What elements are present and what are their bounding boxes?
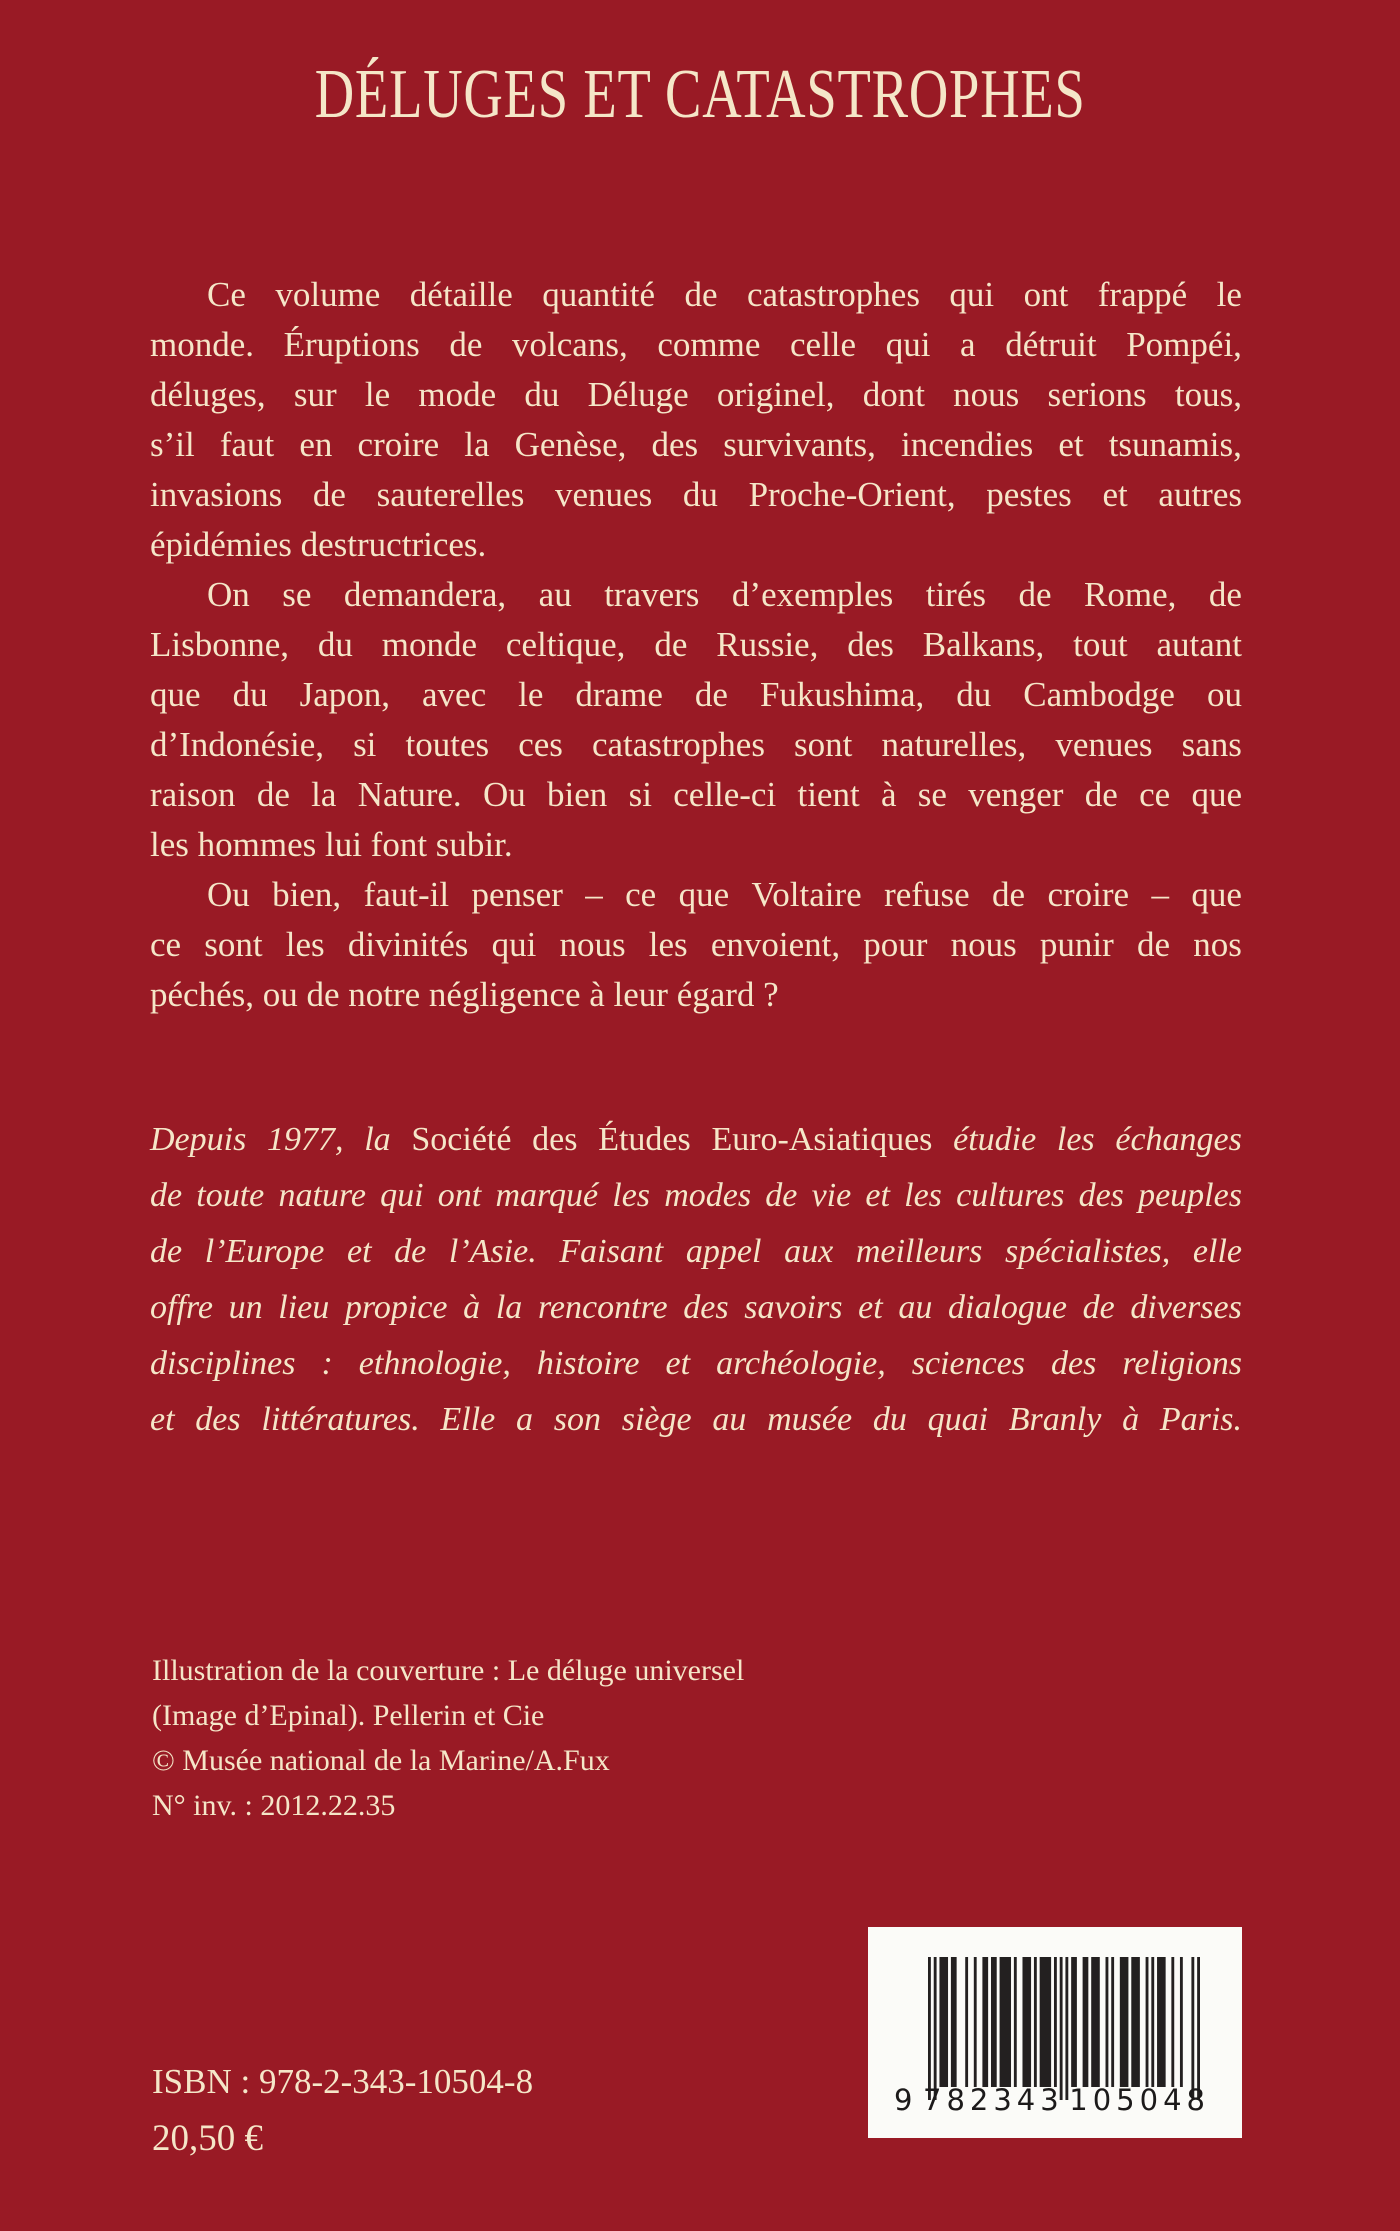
- credit-line: (Image d’Epinal). Pellerin et Cie: [152, 1699, 545, 1732]
- text-line: de toute nature qui ont marqué les modes de vie et les cultures des peuples: [150, 1177, 1242, 1214]
- text-line: invasions de sauterelles venues du Proche-Orient, pestes et autres: [150, 475, 1242, 514]
- text-line: monde. Éruptions de volcans, comme celle qui a détruit Pompéi,: [150, 325, 1242, 364]
- text-line: raison de la Nature. Ou bien si celle-ci tient à se venger de ce que: [150, 775, 1242, 814]
- text-line: épidémies destructrices.: [150, 525, 487, 564]
- illustration-credits: [152, 1648, 744, 1828]
- text-line: Ou bien, faut-il penser – ce que Voltaire refuse de croire – que: [207, 875, 1242, 914]
- barcode-bars: [928, 1957, 1200, 2100]
- credit-line: Illustration de la couverture : Le déluge universel: [152, 1654, 745, 1687]
- barcode-digits: [894, 2083, 1210, 2117]
- text-line: s’il faut en croire la Genèse, des survivants, incendies et tsunamis,: [150, 425, 1242, 464]
- text-line: On se demandera, au travers d’exemples tirés de Rome, de: [207, 575, 1242, 614]
- text-line: et des littératures. Elle a son siège au musée du quai Branly à Paris.: [150, 1401, 1242, 1438]
- isbn-text: ISBN : 978-2-343-10504-8: [152, 2062, 534, 2101]
- text-line: ce sont les divinités qui nous les envoient, pour nous punir de nos: [150, 925, 1242, 964]
- barcode-digit-group: 782343: [923, 2083, 1064, 2117]
- book-title: [0, 56, 1400, 133]
- text-line: d’Indonésie, si toutes ces catastrophes sont naturelles, venues sans: [150, 725, 1242, 764]
- text-line: disciplines : ethnologie, histoire et archéologie, sciences des religions: [150, 1345, 1242, 1382]
- synopsis-text: [150, 270, 1242, 1020]
- society-note: [150, 1112, 1242, 1448]
- price-text: 20,50 €: [152, 2118, 263, 2159]
- barcode-digit-group: 105048: [1069, 2083, 1210, 2117]
- text-line: Lisbonne, du monde celtique, de Russie, des Balkans, tout autant: [150, 625, 1242, 664]
- text-line: offre un lieu propice à la rencontre des savoirs et au dialogue de diverses: [150, 1289, 1242, 1326]
- text-line: Depuis 1977, la Société des Études Euro-Asiatiques étudie les échanges: [150, 1121, 1242, 1158]
- text-line: péchés, ou de notre négligence à leur égard ?: [150, 975, 779, 1014]
- text-line: que du Japon, avec le drame de Fukushima, du Cambodge ou: [150, 675, 1242, 714]
- barcode: [868, 1927, 1242, 2138]
- text-line: de l’Europe et de l’Asie. Faisant appel aux meilleurs spécialistes, elle: [150, 1233, 1242, 1270]
- text-line: Ce volume détaille quantité de catastrophes qui ont frappé le: [207, 275, 1242, 314]
- barcode-digit-group: 9: [894, 2083, 918, 2117]
- credit-line: © Musée national de la Marine/A.Fux: [152, 1744, 610, 1777]
- text-line: les hommes lui font subir.: [150, 825, 513, 864]
- text-line: déluges, sur le mode du Déluge originel, dont nous serions tous,: [150, 375, 1242, 414]
- book-title-text: DÉLUGES ET CATASTROPHES: [314, 56, 1086, 133]
- credit-line: N° inv. : 2012.22.35: [152, 1789, 396, 1822]
